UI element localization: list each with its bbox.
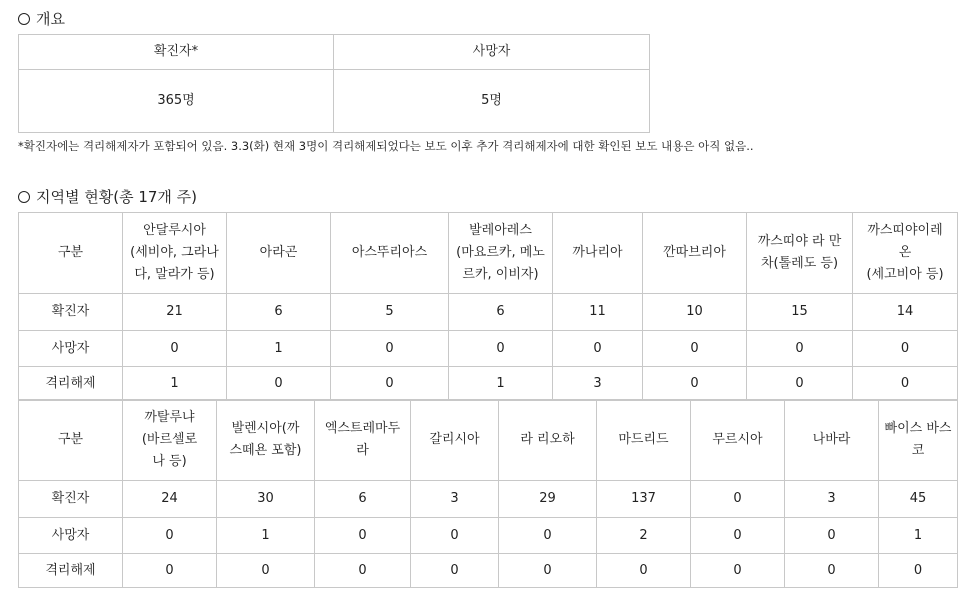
table-cell: 0	[123, 331, 227, 367]
table-cell: 1	[227, 331, 331, 367]
region-name-line: 코	[911, 443, 925, 458]
table-cell: 0	[123, 518, 217, 554]
table-cell: 1	[123, 367, 227, 401]
table-cell: 1	[879, 518, 958, 554]
region-header-cell	[597, 400, 691, 481]
regional-heading	[18, 187, 197, 207]
region-name-line: 엑스트레마두	[324, 421, 401, 436]
region-name-line: 아스뚜리아스	[351, 245, 428, 260]
table-cell: 5	[331, 294, 449, 331]
table-cell: 15	[747, 294, 853, 331]
table-cell: 24	[123, 481, 217, 518]
summary-header-cell: 사망자	[334, 35, 650, 70]
table-header-row	[19, 213, 958, 294]
region-name-line: (바르셀로	[141, 432, 198, 447]
region-name-line: 나바라	[812, 432, 851, 447]
table-cell: 3	[785, 481, 879, 518]
region-name-line: 까탈루냐	[144, 410, 195, 425]
region-name-line: 까스띠야이레	[867, 223, 943, 238]
circle-bullet-icon	[18, 13, 30, 25]
region-header-cell	[315, 400, 411, 481]
table-cell: 3	[553, 367, 643, 401]
table-cell: 45	[879, 481, 958, 518]
table-cell: 0	[597, 554, 691, 588]
region-name-line: 마드리드	[618, 432, 669, 447]
table-cell: 0	[217, 554, 315, 588]
regional-table-1	[18, 212, 958, 401]
region-name-line: 르카, 이비자)	[462, 267, 539, 282]
region-header-cell	[449, 213, 553, 294]
summary-value-row	[19, 70, 650, 133]
table-cell: 0	[315, 518, 411, 554]
region-header-cell	[217, 400, 315, 481]
regional-heading-text: 지역별 현황(총 17개 주)	[36, 188, 198, 206]
table-cell: 10	[643, 294, 747, 331]
region-header-cell	[853, 213, 958, 294]
region-name-line: 차(톨레도 등)	[760, 256, 839, 271]
table-cell: 3	[411, 481, 499, 518]
region-name-line: 온	[898, 245, 912, 260]
region-header-cell	[123, 213, 227, 294]
region-name-line: (세고비아 등)	[866, 267, 944, 282]
region-header-cell	[331, 213, 449, 294]
region-name-line: 다, 말라가 등)	[134, 267, 215, 282]
table-cell: 6	[227, 294, 331, 331]
region-name-line: 스떼욘 포함)	[229, 443, 302, 458]
row-label: 격리해제	[19, 367, 123, 401]
table-row	[19, 518, 958, 554]
summary-header-cell: 확진자*	[19, 35, 334, 70]
table-cell: 29	[499, 481, 597, 518]
table-cell: 0	[499, 554, 597, 588]
table-cell: 0	[853, 331, 958, 367]
table-cell: 0	[411, 518, 499, 554]
table-cell: 0	[691, 554, 785, 588]
region-header-cell	[499, 400, 597, 481]
table-cell: 0	[643, 331, 747, 367]
row-label: 확진자	[19, 481, 123, 518]
table-cell: 0	[691, 481, 785, 518]
region-name-line: 나 등)	[152, 454, 187, 469]
row-label: 사망자	[19, 331, 123, 367]
region-name-line: 라 리오하	[520, 432, 575, 447]
table-cell: 1	[449, 367, 553, 401]
region-name-line: 갈리시아	[429, 432, 480, 447]
table-cell: 0	[315, 554, 411, 588]
region-name-line: 라	[356, 443, 369, 458]
table-cell: 0	[411, 554, 499, 588]
table-cell: 30	[217, 481, 315, 518]
region-header-cell	[411, 400, 499, 481]
region-name-line: 안달루시아	[143, 223, 206, 238]
region-header-cell	[553, 213, 643, 294]
region-header-cell	[747, 213, 853, 294]
table-cell: 6	[449, 294, 553, 331]
table-cell: 0	[449, 331, 553, 367]
table-cell: 0	[553, 331, 643, 367]
table-cell: 6	[315, 481, 411, 518]
table-row	[19, 331, 958, 367]
region-name-line: 까스띠야 라 만	[757, 234, 842, 249]
overview-heading	[18, 9, 65, 29]
region-name-line: 빠이스 바스	[884, 421, 952, 436]
table-cell: 0	[879, 554, 958, 588]
row-label: 격리해제	[19, 554, 123, 588]
summary-value-cell: 5명	[334, 70, 650, 133]
summary-table	[18, 34, 650, 133]
table-row	[19, 294, 958, 331]
region-name-line: 아라곤	[259, 245, 298, 260]
table-cell: 2	[597, 518, 691, 554]
summary-header-row	[19, 35, 650, 70]
table-row	[19, 554, 958, 588]
table-row	[19, 367, 958, 401]
region-name-line: 발레아레스	[469, 223, 532, 238]
region-name-line: (마요르카, 메노	[456, 245, 545, 260]
region-name-line: 까나리아	[572, 245, 623, 260]
region-header-cell	[123, 400, 217, 481]
table-header-row	[19, 400, 958, 481]
table-cell: 0	[853, 367, 958, 401]
table-cell: 137	[597, 481, 691, 518]
table-cell: 0	[747, 331, 853, 367]
footnote: *확진자에는 격리해제자가 포함되어 있음. 3.3(화) 현재 3명이 격리해제되었다는 보도 이후 추가 격리해제자에 대한 확인된 보도 내용은 아직 없음..	[18, 139, 754, 153]
table-cell: 0	[643, 367, 747, 401]
region-header-cell	[785, 400, 879, 481]
region-header-cell	[227, 213, 331, 294]
table-cell: 1	[217, 518, 315, 554]
circle-bullet-icon	[18, 191, 30, 203]
table-cell: 0	[785, 554, 879, 588]
region-header-cell	[879, 400, 958, 481]
row-label: 사망자	[19, 518, 123, 554]
table-cell: 0	[227, 367, 331, 401]
corner-cell: 구분	[19, 400, 123, 481]
overview-heading-text: 개요	[36, 10, 65, 28]
summary-value-cell: 365명	[19, 70, 334, 133]
region-header-cell	[643, 213, 747, 294]
table-cell: 11	[553, 294, 643, 331]
table-cell: 0	[785, 518, 879, 554]
table-row	[19, 481, 958, 518]
table-cell: 0	[331, 367, 449, 401]
row-label: 확진자	[19, 294, 123, 331]
corner-cell: 구분	[19, 213, 123, 294]
table-cell: 0	[499, 518, 597, 554]
region-header-cell	[691, 400, 785, 481]
region-name-line: 깐따브리아	[663, 245, 726, 260]
table-cell: 0	[331, 331, 449, 367]
table-cell: 0	[691, 518, 785, 554]
region-name-line: 무르시아	[712, 432, 763, 447]
table-cell: 21	[123, 294, 227, 331]
table-cell: 0	[747, 367, 853, 401]
region-name-line: (세비야, 그라나	[130, 245, 219, 260]
table-cell: 0	[123, 554, 217, 588]
region-name-line: 발렌시아(까	[231, 421, 300, 436]
table-cell: 14	[853, 294, 958, 331]
regional-table-2	[18, 399, 958, 588]
